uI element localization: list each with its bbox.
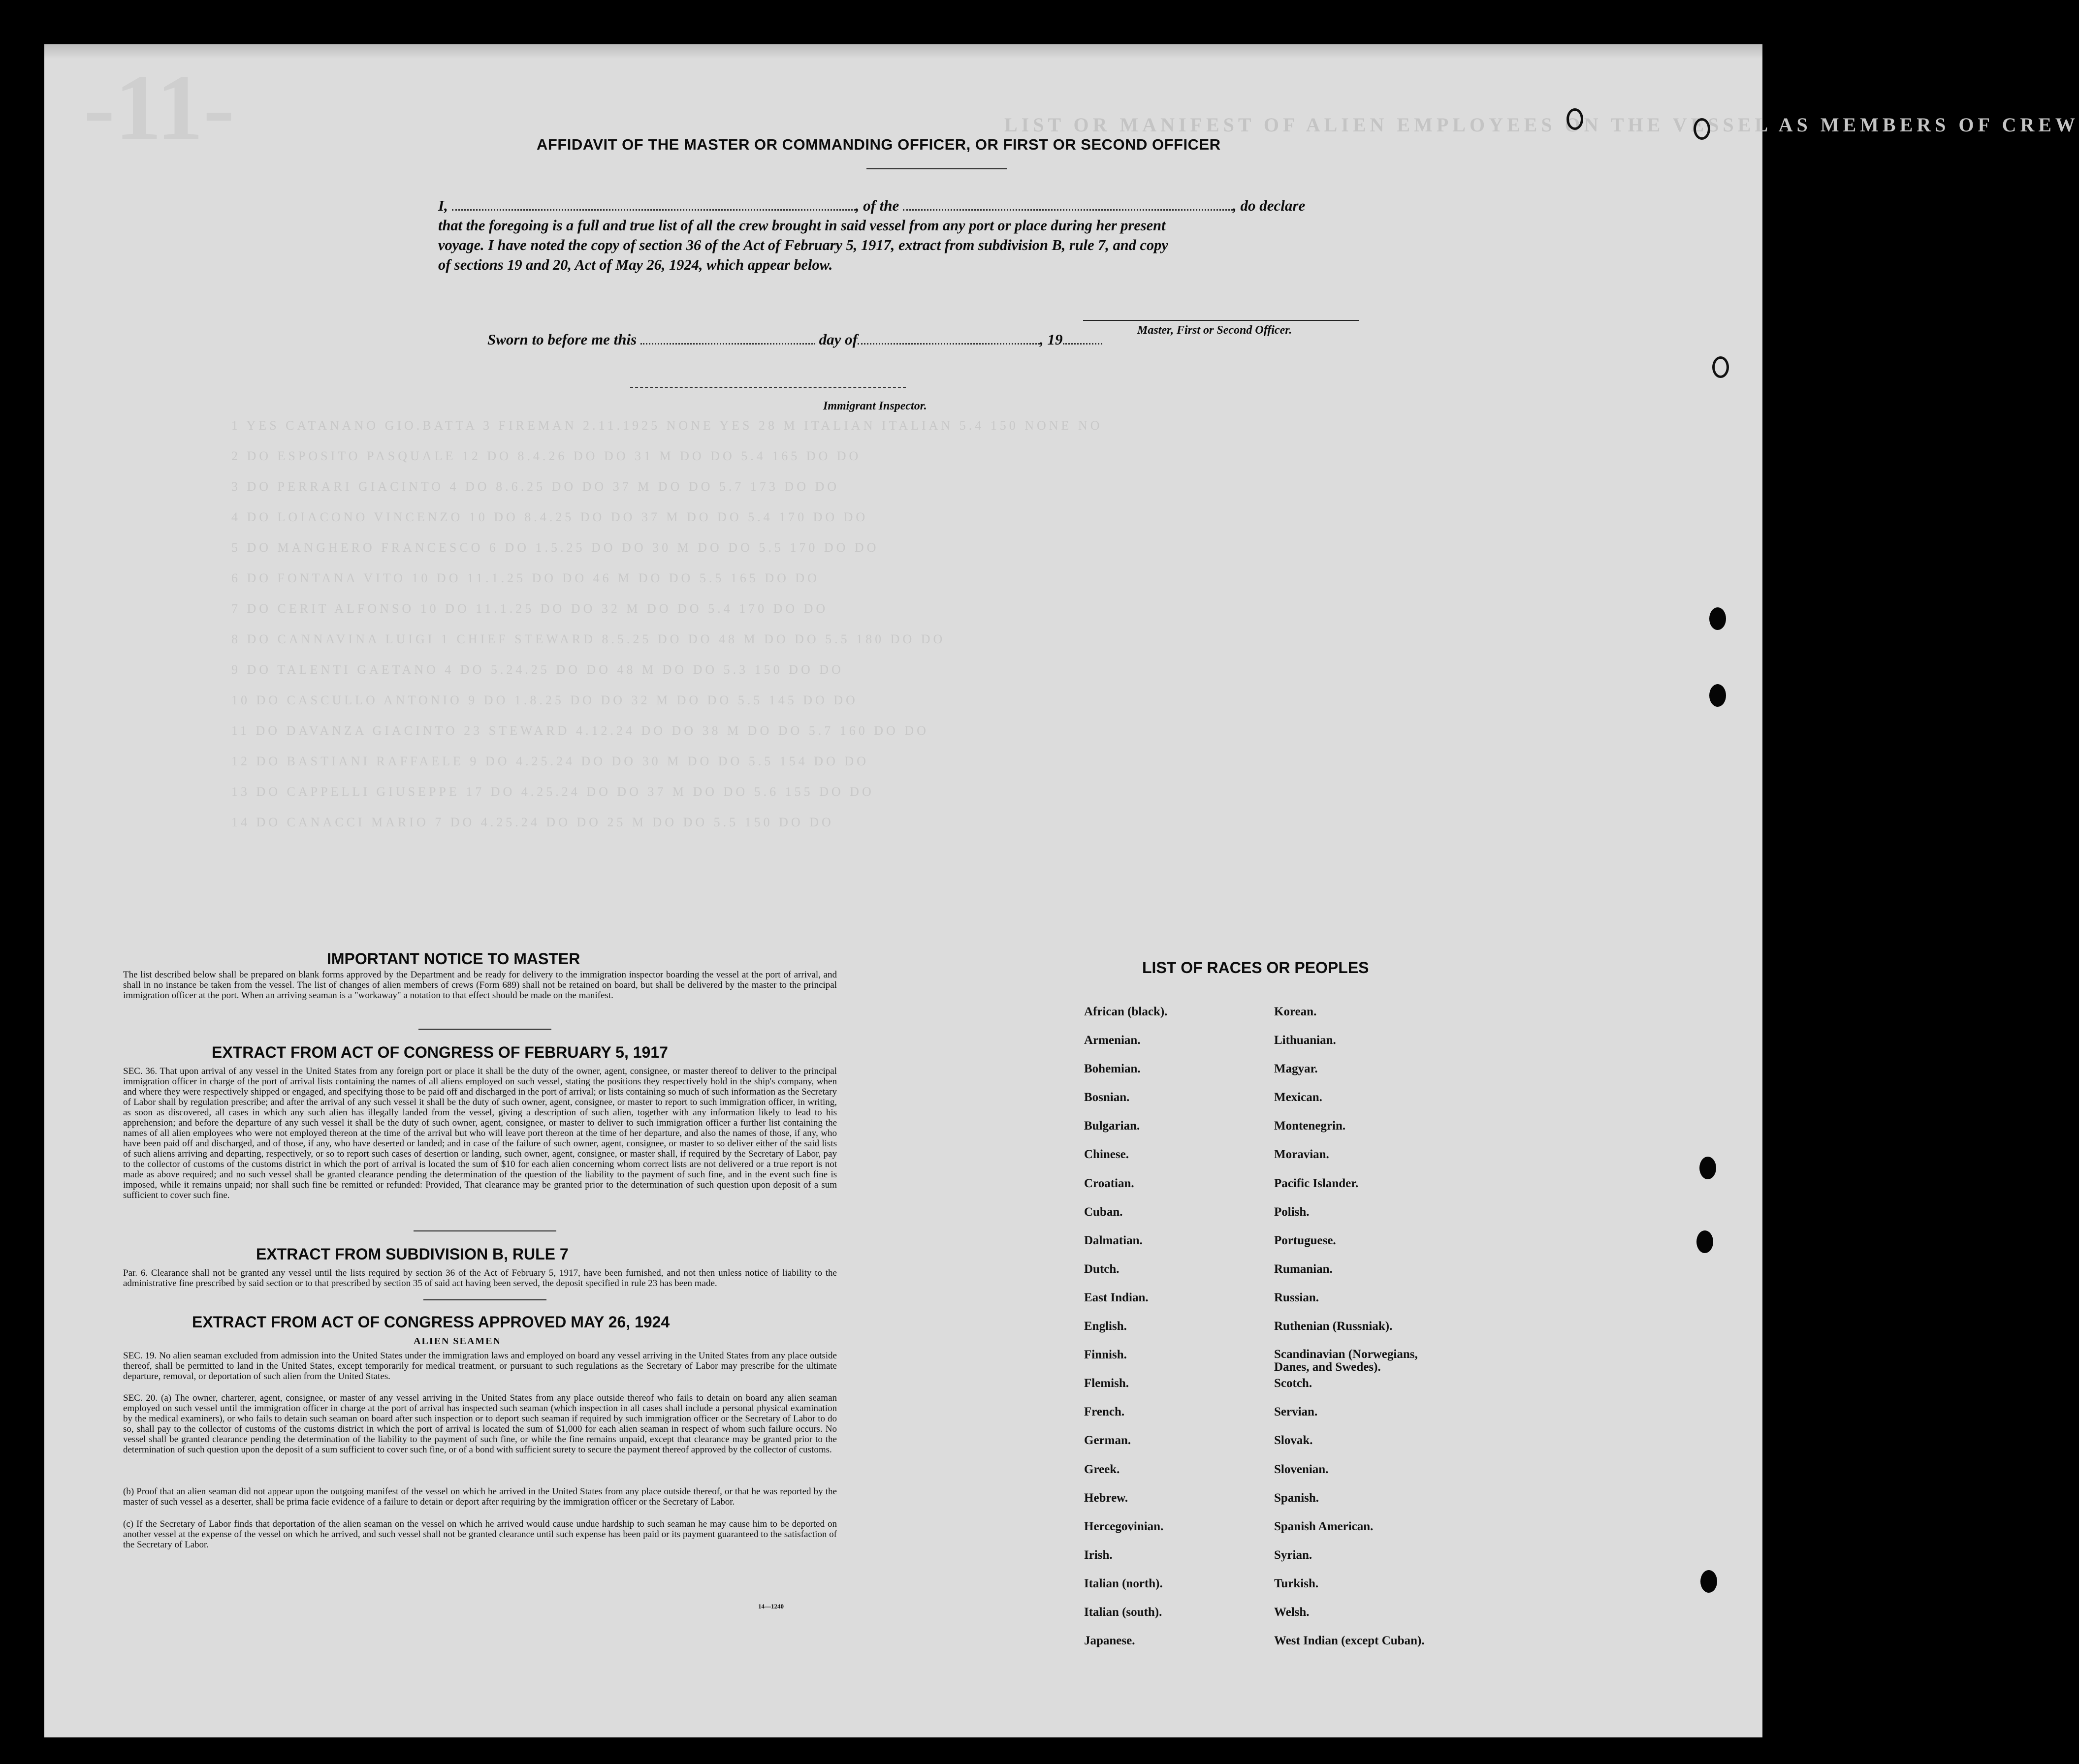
master-signature-label: Master, First or Second Officer.	[1137, 324, 1292, 337]
affidavit-line-3: voyage. I have noted the copy of section 36 of the Act of February 5, 1917, extract from subdivision B, rule 7, and copy	[438, 237, 1168, 253]
bleed-through-row: 9 DO TALENTI GAETANO 4 DO 5.24.25 DO DO 48 M DO DO 5.3 150 DO DO	[231, 662, 844, 677]
race-item: Irish.	[1084, 1548, 1113, 1562]
affidavit-title: AFFIDAVIT OF THE MASTER OR COMMANDING OFFICER, OR FIRST OR SECOND OFFICER	[537, 136, 1221, 153]
notice-rule	[418, 1029, 551, 1030]
affidavit-of-the: , of the	[855, 197, 899, 214]
race-item: Italian (north).	[1084, 1576, 1163, 1590]
extract-1924-sec19: SEC. 19. No alien seaman excluded from admission into the United States under the immigration laws and employed on board any vessel arriving in the United States from any place outside thereof, shall be permitted to land in the United States, except temporarily for medical treatment, or pursuant to such regulations as the Secretary of Labor may prescribe for the ultimate departure, removal, or deportation of such alien from the United States.	[123, 1351, 837, 1382]
bleed-through-row: 7 DO CERIT ALFONSO 10 DO 11.1.25 DO DO 32 M DO DO 5.4 170 DO DO	[231, 601, 829, 616]
notice-text: The list described below shall be prepared on blank forms approved by the Department and be ready for delivery to the immigration inspector boarding the vessel at the port of arrival, and shall in no instance be taken from the vessel. The list of changes of alien members of crews (Form 689) shall not be retained on board, but shall be delivered by the master to the principal immigration officer at the port. When an arriving seaman is a "workaway" a notation to that effect should be made on the manifest.	[123, 970, 837, 1001]
bleed-through-title: LIST OR MANIFEST OF ALIEN EMPLOYEES ON THE VESSEL AS MEMBERS OF CREW	[1004, 114, 2079, 136]
race-item: Hercegovinian.	[1084, 1519, 1164, 1533]
race-item: Japanese.	[1084, 1634, 1135, 1648]
affidavit-line-1	[438, 196, 1462, 216]
race-item: Ruthenian (Russniak).	[1274, 1320, 1393, 1333]
race-item: Welsh.	[1274, 1605, 1310, 1619]
race-item: Flemish.	[1084, 1377, 1129, 1390]
race-item: Servian.	[1274, 1405, 1318, 1419]
race-item: Hebrew.	[1084, 1491, 1128, 1505]
race-item: Armenian.	[1084, 1034, 1141, 1047]
race-item: Lithuanian.	[1274, 1034, 1336, 1047]
bleed-through-row: 13 DO CAPPELLI GIUSEPPE 17 DO 4.25.24 DO DO 37 M DO DO 5.6 155 DO DO	[231, 785, 874, 799]
binder-hole	[1709, 684, 1726, 707]
document-page	[44, 44, 2079, 1737]
race-item: West Indian (except Cuban).	[1274, 1634, 1425, 1648]
sworn-prefix: Sworn to before me this	[487, 331, 637, 348]
race-item: Pacific Islander.	[1274, 1176, 1359, 1190]
race-item: Polish.	[1274, 1205, 1310, 1219]
affidavit-line-4: of sections 19 and 20, Act of May 26, 1924, which appear below.	[438, 256, 833, 273]
races-right-column	[1274, 1005, 1437, 1663]
name-blank[interactable]	[452, 199, 856, 211]
bleed-through-row: 12 DO BASTIANI RAFFAELE 9 DO 4.25.24 DO DO 30 M DO DO 5.5 154 DO DO	[231, 754, 869, 768]
bleed-through-row: 2 DO ESPOSITO PASQUALE 12 DO 8.4.26 DO DO 31 M DO DO 5.4 165 DO DO	[231, 449, 862, 463]
race-item: Russian.	[1274, 1291, 1319, 1304]
race-item: Italian (south).	[1084, 1605, 1162, 1619]
extract-1924-title: EXTRACT FROM ACT OF CONGRESS APPROVED MAY 26, 1924	[192, 1313, 670, 1331]
month-blank[interactable]	[858, 333, 1040, 345]
bleed-through-row: 5 DO MANGHERO FRANCESCO 6 DO 1.5.25 DO DO 30 M DO DO 5.5 170 DO DO	[231, 540, 879, 555]
race-item: Montenegrin.	[1274, 1119, 1346, 1133]
inspector-signature-line[interactable]	[630, 387, 906, 389]
race-item: Syrian.	[1274, 1548, 1312, 1562]
races-left-column	[1084, 1005, 1167, 1663]
bleed-through-row: 4 DO LOIACONO VINCENZO 10 DO 8.4.25 DO DO 37 M DO DO 5.4 170 DO DO	[231, 510, 868, 524]
race-item: Scandinavian (Norwegians, Danes, and Swedes).	[1274, 1348, 1418, 1374]
extract-1924-subtitle: ALIEN SEAMEN	[414, 1336, 501, 1347]
race-item: Portuguese.	[1274, 1233, 1336, 1247]
race-item: Magyar.	[1274, 1062, 1318, 1076]
race-item: African (black).	[1084, 1005, 1168, 1018]
extract-1917-text: SEC. 36. That upon arrival of any vessel in the United States from any foreign port or place it shall be the duty of the owner, agent, consignee, or master thereof to deliver to the principal immigration officer in charge of the port of arrival lists containing the names of all aliens employed on such vessel, stating the positions they respectively hold in the ship's company, when and where they were respectively shipped or engaged, and specifying those to be paid off and discharged in the port of arrival; or lists containing so much of such information as the Secretary of Labor shall by regulation prescribe; and after the arrival of any such vessel it shall be the duty of such owner, agent, consignee, or master to report to such immigration officer, in writing, as soon as discovered, all cases in which any such alien has illegally landed from the vessel, giving a description of such alien, together with any information likely to lead to his apprehension; and before the departure of any such vessel it shall be the duty of such owner, agent, consignee, or master to deliver to such immigration officer a further list containing the names of all alien employees who were not employed thereon at the time of the arrival but who will leave port thereon at the time of her departure, and also the names of those, if any, who have been paid off and discharged, and of those, if any, who have deserted or landed; and in case of the failure of such owner, agent, consignee, or master to so deliver either of the said lists of such aliens arriving and departing, respectively, or so to report such cases of desertion or landing, such owner, agent, consignee, or master shall, if required by the Secretary of Labor, pay to the collector of customs of the customs district in which the port of arrival is located the sum of $10 for each alien concerning whom correct lists are not delivered or a true report is not made as above required; and no such vessel shall be granted clearance pending the determination of the question of the liability to the payment of such fine, and in the event such fine is imposed, while it remains unpaid; nor shall such fine be remitted or refunded: Provided, That clearance may be granted prior to the determination of such question upon deposit of a sum sufficient to cover such fine.	[123, 1066, 837, 1200]
race-item: Dalmatian.	[1084, 1233, 1143, 1247]
race-item: Bosnian.	[1084, 1091, 1130, 1104]
form-code: 14—1240	[758, 1603, 784, 1610]
race-item: Chinese.	[1084, 1148, 1129, 1162]
master-signature-line[interactable]	[1083, 320, 1359, 321]
extract-1917-title: EXTRACT FROM ACT OF CONGRESS OF FEBRUARY 5, 1917	[212, 1043, 668, 1061]
extract-1924-sec20a: SEC. 20. (a) The owner, charterer, agent, consignee, or master of any vessel arriving in the United States from any place outside thereof who fails to detain on board any alien seaman employed on such vessel until the immigration officer in charge at the port of arrival has inspected such seaman (which inspection in all cases shall include a personal physical examination by the medical examiners), or who fails to detain such seaman on board after such inspection or to deport such seaman if required by such immigration officer or the Secretary of Labor to do so, shall pay to the collector of customs of the customs district in which the port of arrival is located the sum of $1,000 for each alien seaman in respect of whom such failure occurs. No vessel shall be granted clearance pending the determination of the liability to the payment of such fine, or while the fine remains unpaid, except that clearance may be granted prior to the determination of such question upon the deposit of a sum sufficient to cover such fine, or of a bond with sufficient surety to secure the payment thereof approved by the collector of customs.	[123, 1393, 837, 1455]
bleed-through-row: 10 DO CASCULLO ANTONIO 9 DO 1.8.25 DO DO 32 M DO DO 5.5 145 DO DO	[231, 693, 858, 707]
race-item: Moravian.	[1274, 1148, 1329, 1162]
vessel-blank[interactable]	[903, 199, 1233, 211]
extract-rule7-rule	[423, 1299, 546, 1300]
extract-1924-sec20b: (b) Proof that an alien seaman did not appear upon the outgoing manifest of the vessel on which he arrived in the United States from any place outside thereof, or that he was reported by the master of such vessel as a deserter, shall be prima facie evidence of a failure to detain or deport after requiring by the immigration officer or the Secretary of Labor.	[123, 1486, 837, 1507]
bleed-through-row: 8 DO CANNAVINA LUIGI 1 CHIEF STEWARD 8.5.25 DO DO 48 M DO DO 5.5 180 DO DO	[231, 632, 946, 646]
race-item: East Indian.	[1084, 1291, 1149, 1304]
affidavit-line-2: that the foregoing is a full and true list of all the crew brought in said vessel from any port or place during her present	[438, 217, 1166, 234]
sworn-year: , 19	[1040, 331, 1063, 348]
extract-rule7-text: Par. 6. Clearance shall not be granted any vessel until the lists required by section 36 of the Act of February 5, 1917, have been furnished, and not then unless notice of liability to the administrative fine prescribed by said section or to that prescribed by section 35 of said act having been served, the deposit specified in rule 23 has been made.	[123, 1268, 837, 1289]
race-item: Turkish.	[1274, 1576, 1319, 1590]
races-title: LIST OF RACES OR PEOPLES	[1142, 959, 1369, 976]
affidavit-i: I,	[438, 197, 448, 214]
extract-1924-sec20c: (c) If the Secretary of Labor finds that deportation of the alien seaman on the vessel on which he arrived would cause undue hardship to such seaman he may cause him to be deported on another vessel at the expense of the vessel on which he arrived, and such vessel shall not be granted clearance until such expense has been paid or its payment guaranteed to the satisfaction of the Secretary of Labor.	[123, 1519, 837, 1550]
binder-hole	[1696, 1230, 1713, 1253]
page-top-edge	[44, 44, 1762, 59]
bleed-through-row: 3 DO PERRARI GIACINTO 4 DO 8.6.25 DO DO 37 M DO DO 5.7 173 DO DO	[231, 479, 840, 494]
race-item: Bohemian.	[1084, 1062, 1141, 1076]
race-item: Mexican.	[1274, 1091, 1322, 1104]
notice-title: IMPORTANT NOTICE TO MASTER	[327, 950, 580, 968]
race-item: Finnish.	[1084, 1348, 1127, 1362]
race-item: Spanish American.	[1274, 1519, 1374, 1533]
bleed-through-row: 14 DO CANACCI MARIO 7 DO 4.25.24 DO DO 25 M DO DO 5.5 150 DO DO	[231, 815, 834, 829]
race-item: Slovak.	[1274, 1434, 1313, 1448]
bleed-through-row: 11 DO DAVANZA GIACINTO 23 STEWARD 4.12.24 DO DO 38 M DO DO 5.7 160 DO DO	[231, 724, 929, 738]
binder-hole	[1694, 118, 1710, 140]
affidavit-declare: , do declare	[1233, 197, 1306, 214]
inspector-label: Immigrant Inspector.	[823, 400, 927, 412]
race-item: Scotch.	[1274, 1377, 1312, 1390]
binder-hole	[1699, 1157, 1716, 1179]
race-item: Korean.	[1274, 1005, 1317, 1018]
binder-hole	[1567, 108, 1583, 130]
title-rule	[866, 168, 1007, 169]
race-item: German.	[1084, 1434, 1131, 1448]
bleed-through-page-number: -11-	[84, 56, 235, 159]
race-item: Dutch.	[1084, 1262, 1119, 1276]
race-item: Spanish.	[1274, 1491, 1319, 1505]
race-item: French.	[1084, 1405, 1125, 1419]
sworn-day-of: day of	[819, 331, 858, 348]
race-item: Croatian.	[1084, 1176, 1134, 1190]
bleed-through-row: 1 YES CATANANO GIO.BATTA 3 FIREMAN 2.11.1925 NONE YES 28 M ITALIAN ITALIAN 5.4 150 NONE NO	[231, 418, 1103, 433]
bleed-through-row: 6 DO FONTANA VITO 10 DO 11.1.25 DO DO 46 M DO DO 5.5 165 DO DO	[231, 571, 820, 585]
binder-hole	[1700, 1570, 1717, 1593]
binder-hole	[1712, 356, 1729, 378]
race-item: Rumanian.	[1274, 1262, 1333, 1276]
binder-hole	[1709, 607, 1726, 630]
extract-rule7-title: EXTRACT FROM SUBDIVISION B, RULE 7	[256, 1245, 569, 1263]
sworn-line	[487, 330, 1511, 349]
race-item: English.	[1084, 1320, 1127, 1333]
race-item: Slovenian.	[1274, 1462, 1329, 1476]
race-item: Greek.	[1084, 1462, 1120, 1476]
race-item: Bulgarian.	[1084, 1119, 1140, 1133]
year-blank[interactable]	[1063, 333, 1102, 345]
day-blank[interactable]	[640, 333, 815, 345]
race-item: Cuban.	[1084, 1205, 1123, 1219]
extract-1917-rule	[414, 1230, 556, 1231]
